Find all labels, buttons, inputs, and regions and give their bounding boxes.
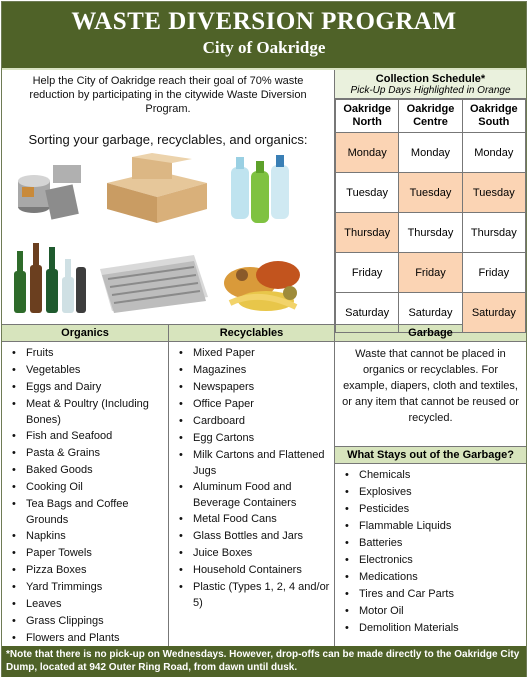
list-item: • Yard Trimmings xyxy=(10,579,164,596)
food-scraps-image xyxy=(220,245,308,317)
list-item: • Glass Bottles and Jars xyxy=(177,528,330,545)
column-oakridge-centre: Oakridge Centre xyxy=(399,100,462,133)
list-item: • Motor Oil xyxy=(343,603,522,620)
list-item: • Metal Food Cans xyxy=(177,511,330,528)
newspapers-image xyxy=(98,249,210,315)
schedule-cell: Monday xyxy=(336,133,399,173)
schedule-cell: Monday xyxy=(462,133,525,173)
waste-photos xyxy=(2,153,334,323)
schedule-cell: Thursday xyxy=(399,213,462,253)
column-oakridge-south: Oakridge South xyxy=(462,100,525,133)
stays-out-list xyxy=(335,464,526,637)
schedule-cell: Friday xyxy=(399,253,462,293)
list-item: • Tea Bags and Coffee Grounds xyxy=(10,496,164,528)
schedule-cell: Thursday xyxy=(336,213,399,253)
organics-list xyxy=(2,342,168,647)
schedule-cell: Saturday xyxy=(462,293,525,333)
table-row xyxy=(336,213,526,253)
list-item: • Demolition Materials xyxy=(343,620,522,637)
page-title: WASTE DIVERSION PROGRAM xyxy=(71,8,457,35)
list-item: • Medications xyxy=(343,569,522,586)
list-item: • Eggs and Dairy xyxy=(10,379,164,396)
list-item: • Plastic (Types 1, 2, 4 and/or 5) xyxy=(177,579,330,611)
list-item: • Mixed Paper xyxy=(177,345,330,362)
section-headings xyxy=(2,324,526,342)
schedule-cell: Tuesday xyxy=(399,173,462,213)
schedule-cell: Tuesday xyxy=(336,173,399,213)
list-item: • Fruits xyxy=(10,345,164,362)
list-item: • Cooking Oil xyxy=(10,479,164,496)
list-item: • Electronics xyxy=(343,552,522,569)
list-item: • Flammable Liquids xyxy=(343,518,522,535)
stays-out-heading: What Stays out of the Garbage? xyxy=(335,446,526,464)
intro-panel xyxy=(2,70,335,324)
list-item: • Baked Goods xyxy=(10,462,164,479)
schedule-cell: Friday xyxy=(462,253,525,293)
organics-heading: Organics xyxy=(2,325,169,341)
list-item: • Fish and Seafood xyxy=(10,428,164,445)
list-item: • Pesticides xyxy=(343,501,522,518)
list-item: • Batteries xyxy=(343,535,522,552)
list-item: • Pasta & Grains xyxy=(10,445,164,462)
metal-cans-image xyxy=(12,157,92,225)
schedule-cell: Saturday xyxy=(336,293,399,333)
schedule-cell: Thursday xyxy=(462,213,525,253)
list-item: • Paper Towels xyxy=(10,545,164,562)
schedule-note: Pick-Up Days Highlighted in Orange xyxy=(335,85,526,99)
schedule-cell: Monday xyxy=(399,133,462,173)
list-item: • Juice Boxes xyxy=(177,545,330,562)
list-item: • Newspapers xyxy=(177,379,330,396)
list-item: • Cardboard xyxy=(177,413,330,430)
list-item: • Office Paper xyxy=(177,396,330,413)
list-item: • Meat & Poultry (Including Bones) xyxy=(10,396,164,428)
list-item: • Tires and Car Parts xyxy=(343,586,522,603)
intro-text: Help the City of Oakridge reach their goal of 70% waste reduction by participating in the citywide Waste Diversion Program. xyxy=(29,75,307,115)
list-item: • Milk Cartons and Flattened Jugs xyxy=(177,447,330,479)
organics-column xyxy=(2,342,169,646)
list-item: • Napkins xyxy=(10,528,164,545)
header-banner xyxy=(2,2,526,70)
flyer xyxy=(1,1,527,677)
list-item: • Chemicals xyxy=(343,467,522,484)
recyclables-list xyxy=(169,342,334,611)
list-item: • Explosives xyxy=(343,484,522,501)
list-item: • Leaves xyxy=(10,596,164,613)
glass-bottles-image xyxy=(10,237,90,317)
table-row xyxy=(336,253,526,293)
garbage-description: Waste that cannot be placed in organics or recyclables. For example, diapers, cloth and textiles, or any item that cannot be reused or recycled. xyxy=(342,348,519,424)
table-row xyxy=(336,133,526,173)
recyclables-heading: Recyclables xyxy=(169,325,335,341)
garbage-column xyxy=(335,342,526,646)
list-item: • Grass Clippings xyxy=(10,613,164,630)
footer-note: *Note that there is no pick-up on Wednesdays. However, drop-offs can be made directly to the Oakridge City Dump, located at 942 Outer Ring Road, from dawn until dusk. xyxy=(2,646,526,677)
page-subtitle: City of Oakridge xyxy=(202,38,326,57)
schedule-table xyxy=(335,99,526,333)
cardboard-image xyxy=(102,153,212,225)
list-item: • Flowers and Plants xyxy=(10,630,164,647)
schedule-cell: Saturday xyxy=(399,293,462,333)
garbage-heading: Garbage xyxy=(408,327,453,339)
recyclables-column xyxy=(169,342,335,646)
list-item: • Vegetables xyxy=(10,362,164,379)
plastic-bottles-image xyxy=(227,145,297,229)
collection-schedule xyxy=(335,70,526,324)
list-item: • Magazines xyxy=(177,362,330,379)
list-item: • Pizza Boxes xyxy=(10,562,164,579)
column-oakridge-north: Oakridge North xyxy=(336,100,399,133)
list-item: • Aluminum Food and Beverage Containers xyxy=(177,479,330,511)
schedule-cell: Tuesday xyxy=(462,173,525,213)
sorting-caption: Sorting your garbage, recyclables, and organics: xyxy=(28,132,308,147)
list-item: • Household Containers xyxy=(177,562,330,579)
list-item: • Egg Cartons xyxy=(177,430,330,447)
schedule-cell: Friday xyxy=(336,253,399,293)
table-row xyxy=(336,173,526,213)
schedule-title: Collection Schedule* xyxy=(335,70,526,85)
